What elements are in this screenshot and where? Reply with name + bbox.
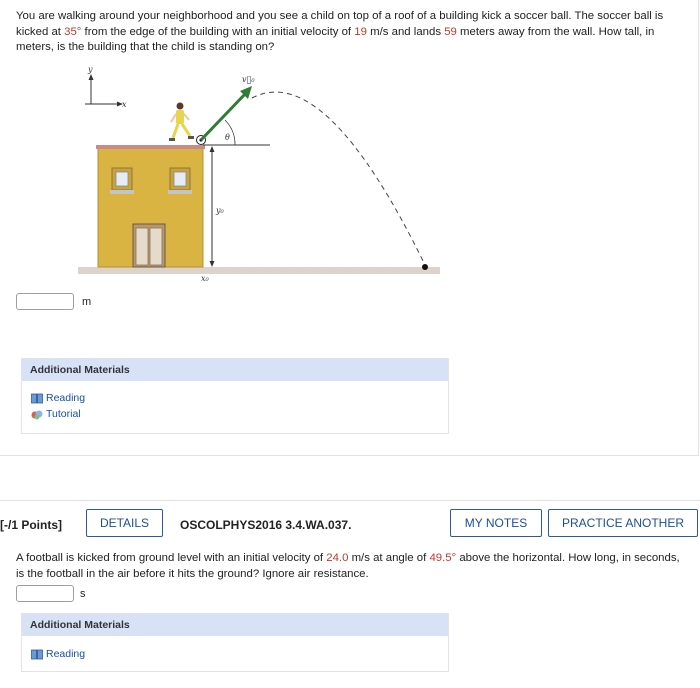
q1-additional-materials [21, 358, 449, 434]
book-icon [31, 649, 43, 660]
q1-reading-link[interactable]: Reading [31, 392, 85, 404]
q2-answer-input[interactable] [16, 585, 74, 602]
q1-velocity-value: 19 [354, 25, 367, 38]
q2-additional-materials-title: Additional Materials [22, 614, 448, 636]
q1-unit-label: m [82, 296, 92, 308]
q2-unit-label: s [80, 588, 86, 600]
q2-velocity-value: 24.0 [326, 552, 349, 564]
tutorial-icon [31, 409, 43, 420]
q1-distance-value: 59 [444, 25, 457, 38]
trajectory-path [252, 92, 425, 265]
velocity-arrow [201, 93, 246, 140]
q2-problem-code: OSCOLPHYS2016 3.4.WA.037. [180, 518, 352, 532]
q2-points: [-/1 Points] [0, 518, 62, 532]
practice-another-button[interactable]: PRACTICE ANOTHER [548, 509, 698, 537]
question-2-header-bar [0, 500, 700, 547]
y-axis-label: y [88, 65, 93, 74]
q2-reading-link[interactable]: Reading [31, 648, 85, 660]
x0-label: x₀ [201, 274, 209, 283]
q2-angle-value: 49.5° [429, 552, 457, 564]
q1-tutorial-link[interactable]: Tutorial [31, 408, 81, 420]
axes-icon [85, 74, 123, 107]
theta-label: θ [225, 133, 230, 142]
x-axis-label: x [122, 100, 127, 109]
projectile-diagram [70, 62, 450, 287]
question-1-text: You are walking around your neighborhood and you see a child on top of a roof of a building kick a soccer ball. The soccer ball is kicked at 35° from the edge of the building with an initial velocity of 19 m/s and lands 59 meters away from the wall. How tall, in meters, is the building that the child is standing on? [16, 10, 664, 53]
q1-angle-value: 35° [64, 25, 82, 38]
book-icon [31, 393, 43, 404]
child-figure-icon [169, 103, 194, 142]
q1-answer-input[interactable] [16, 293, 74, 310]
question-2-text: A football is kicked from ground level with an initial velocity of 24.0 m/s at angle of 49.5° above the horizontal. How long, in seconds, is the football in the air before it hits the ground? Ignore air resistance. [16, 552, 680, 580]
details-button[interactable]: DETAILS [86, 509, 163, 537]
y0-label: y₀ [216, 206, 224, 215]
my-notes-button[interactable]: MY NOTES [450, 509, 542, 537]
section-gap [0, 456, 700, 500]
landing-point [422, 264, 428, 270]
v0-label: v⃗₀ [242, 75, 255, 84]
ground [78, 267, 440, 274]
building [96, 145, 205, 267]
q2-additional-materials [21, 613, 449, 672]
q1-additional-materials-title: Additional Materials [22, 359, 448, 381]
